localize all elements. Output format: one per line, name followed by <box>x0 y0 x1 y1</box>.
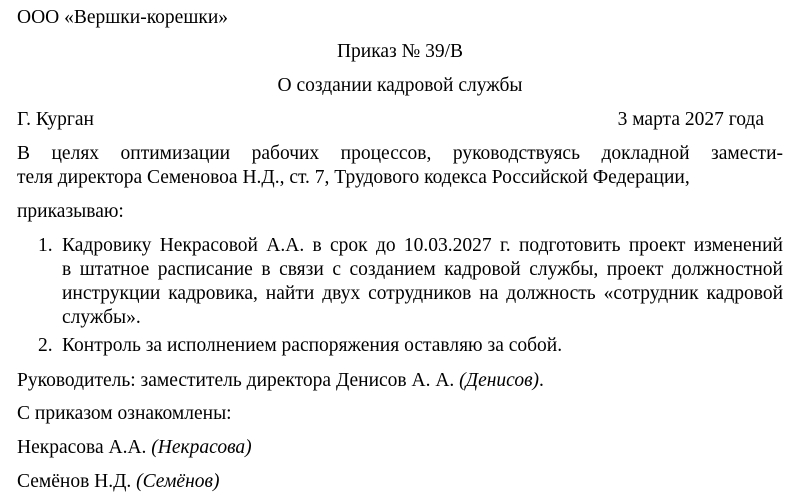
order-city: Г. Курган <box>17 109 94 130</box>
head-period: . <box>539 370 544 391</box>
order-subject: О создании кадровой службы <box>277 75 523 96</box>
preamble-line: теля директора Семеновоа Н.Д., ст. 7, Трудового кодекса Российской Федерации, <box>17 167 690 188</box>
order-item <box>38 334 783 358</box>
preamble-line: В целях оптимизации рабочих процессов, руководствуясь докладной замести- <box>17 143 783 164</box>
order-item <box>38 234 783 330</box>
employee-signature: (Некрасова) <box>151 437 252 458</box>
order-item-line: службы». <box>62 307 141 328</box>
employee-signature-line <box>17 436 252 460</box>
employee-signature: (Семёнов) <box>136 471 220 492</box>
order-item-line: Контроль за исполнением распоряжения оставляю за собой. <box>62 335 563 356</box>
head-text: Руководитель: заместитель директора Денисов А. А. <box>17 370 460 391</box>
head-signature: (Денисов) <box>459 370 540 391</box>
head-signature-line <box>17 369 544 393</box>
employee-signature-line <box>17 470 219 494</box>
employee-name: Некрасова А.А. <box>17 437 152 458</box>
order-item-number: 1. <box>38 235 53 256</box>
order-item-number: 2. <box>38 335 53 356</box>
employee-name: Семёнов Н.Д. <box>17 471 137 492</box>
preamble-paragraph <box>17 142 783 190</box>
order-item-line: в штатное расписание в связи с созданием кадровой службы, проект должностной <box>62 259 783 280</box>
order-number: Приказ № 39/В <box>336 41 464 62</box>
acquainted-heading: С приказом ознакомлены: <box>17 403 232 424</box>
order-item-line: Кадровику Некрасовой А.А. в срок до 10.03.2027 г. подготовить проект изменений <box>62 235 783 256</box>
organization-name: ООО «Вершки-корешки» <box>17 7 229 28</box>
order-date: 3 марта 2027 года <box>617 109 764 130</box>
order-items-list <box>38 234 783 358</box>
order-item-line: инструкции кадровика, найти двух сотрудников на должность «сотрудник кадровой <box>62 283 783 304</box>
orders-word: приказываю: <box>17 201 124 222</box>
